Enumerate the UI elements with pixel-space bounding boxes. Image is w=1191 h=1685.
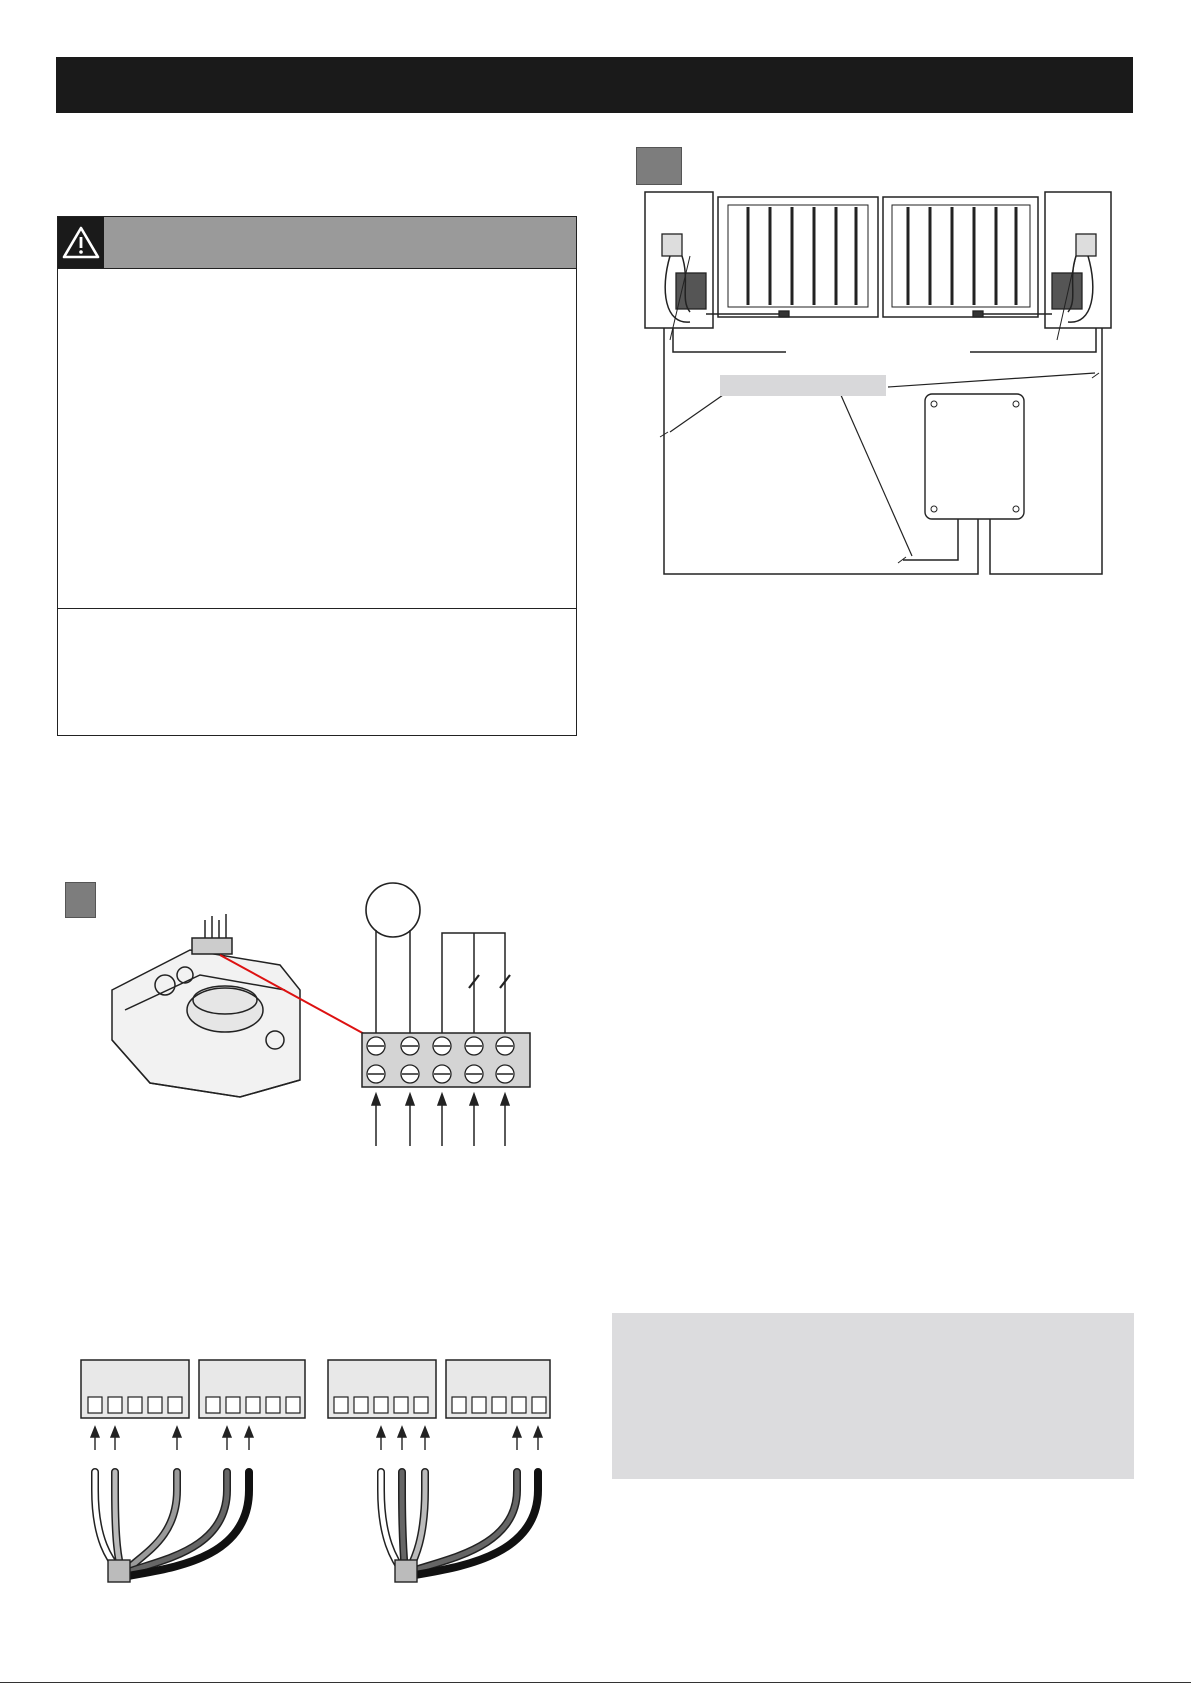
cable-sleeve-left <box>108 1560 130 1582</box>
cable-sleeve-right <box>395 1560 417 1582</box>
footer-rule <box>0 1682 1191 1683</box>
note-box <box>612 1313 1134 1479</box>
